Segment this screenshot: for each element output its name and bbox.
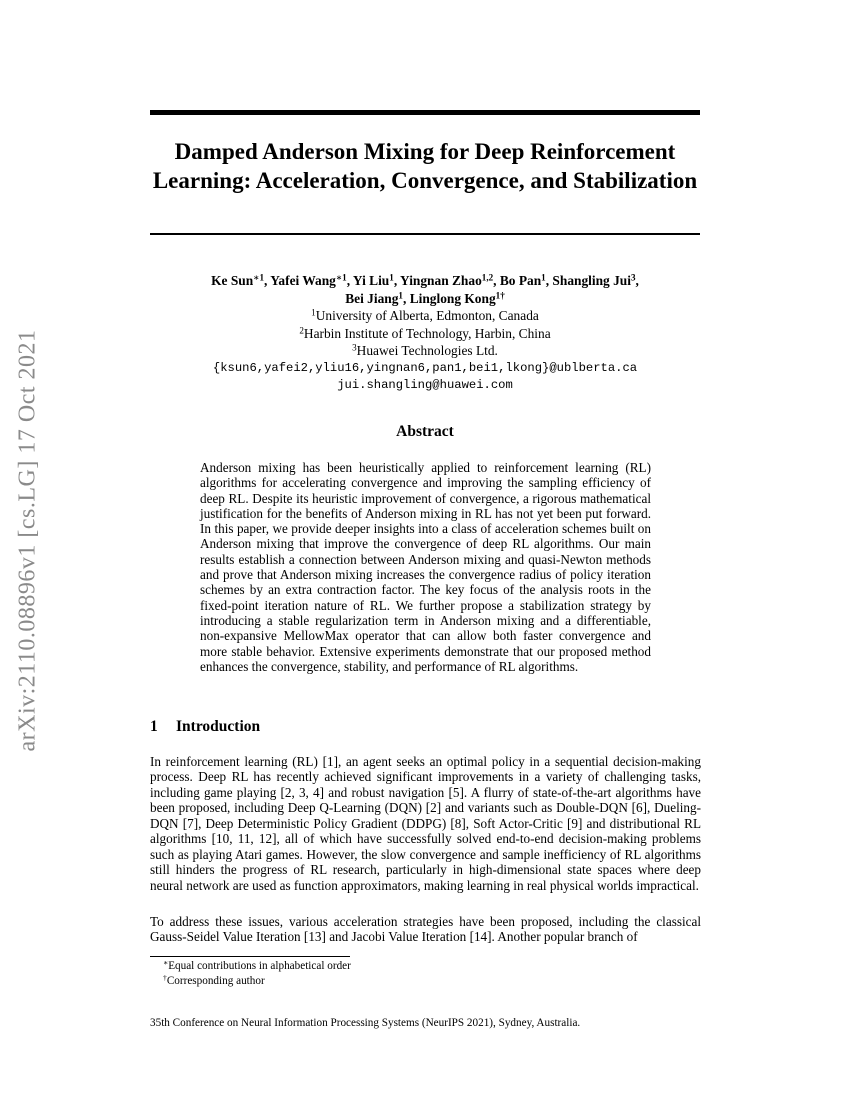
author: Yingnan Zhao$^{1,2}$ [400, 272, 494, 288]
footnote: ∗Equal contributions in alphabetical order [163, 958, 351, 972]
body-paragraph: To address these issues, various acceleration strategies have been proposed, including the classical Gauss-Seidel Value Iteration [13] and Jacobi Value Iteration [14]. Another popular branch of [150, 914, 701, 945]
author: Bei Jiang$^1$ [345, 289, 403, 306]
author-names: Ke Sun$^{∗1}$, Yafei Wang$^{∗1}$, Yi Liu$^1$, Yingnan Zhao$^{1,2}$, Bo Pan$^1$, Shangling Jui$^3$, Bei Jiang$^1$, Linglong Kong$^{1\dagger}$ [211, 272, 639, 306]
abstract-heading: Abstract [396, 423, 454, 440]
title-rule-bottom [150, 233, 700, 235]
abstract-text: Anderson mixing has been heuristically applied to reinforcement learning (RL) algorithms for accelerating convergence and improving the sampling efficiency of deep RL. Despite its heuristic improvement of convergence, a rigorous mathematical justification for the benefits of Anderson mixing in RL has not yet been put forward. In this paper, we provide deeper insights into a class of acceleration schemes built on Anderson mixing that improve the convergence of deep RL algorithms. Our main results establish a connection between Anderson mixing and quasi-Newton methods and prove that Anderson mixing increases the convergence radius of policy iteration schemes by an extra contraction factor. The key focus of the analysis roots in the fixed-point iteration nature of RL. We further propose a stabilization strategy by introducing a stable regularization term in Anderson mixing and a differentiable, non-expansive MellowMax operator that can allow both faster convergence and more stable behavior. Extensive experiments demonstrate that our proposed method enhances the convergence, stability, and performance of RL algorithms. [200, 460, 651, 674]
affiliation: $^3$Huawei Technologies Ltd. [352, 342, 498, 358]
author: Ke Sun$^{∗1}$ [211, 272, 265, 288]
paper-title: Damped Anderson Mixing for Deep Reinforcement Learning: Acceleration, Convergence, and Stabilization [152, 139, 698, 193]
title-rule-top [150, 110, 700, 115]
arxiv-identifier-stamp [12, 295, 44, 785]
footnote-rule [150, 956, 350, 957]
affiliation: $^1$University of Alberta, Edmonton, Canada [311, 307, 539, 323]
author: Yi Liu$^1$ [352, 272, 394, 288]
affiliation: $^2$Harbin Institute of Technology, Harbin, China [299, 324, 551, 341]
footnote: †Corresponding author [163, 973, 265, 987]
author: Shangling Jui$^3$ [552, 272, 636, 288]
author: Yafei Wang$^{∗1}$ [270, 272, 347, 288]
email-line: jui.shangling@huawei.com [337, 378, 513, 392]
section-number: 1 [150, 718, 158, 735]
conference-note: 35th Conference on Neural Information Processing Systems (NeurIPS 2021), Sydney, Australia. [150, 1017, 581, 1029]
author-block [150, 272, 700, 395]
email-line: {ksun6,yafei2,yliu16,yingnan6,pan1,bei1,lkong}@ublberta.ca [212, 360, 638, 375]
body-paragraph: In reinforcement learning (RL) [1], an agent seeks an optimal policy in a sequential decision-making process. Deep RL has recently achieved significant improvements in a variety of challenging tasks, including game playing [2, 3, 4] and robust navigation [5]. A flurry of state-of-the-art algorithms have been proposed, including Deep Q-Learning (DQN) [2] and variants such as Double-DQN [6], Dueling-DQN [7], Deep Deterministic Policy Gradient (DDPG) [8], Soft Actor-Critic [9] and distributional RL algorithms [10, 11, 12], all of which have successfully solved end-to-end decision-making problems such as playing Atari games. However, the slow convergence and sample inefficiency of RL algorithms still hinders the progress of RL research, particularly in high-dimensional state spaces where deep neural network are used as function approximators, making learning in real physical worlds impractical. [150, 754, 701, 893]
author: Bo Pan$^1$ [499, 272, 546, 288]
section-title: Introduction [176, 718, 261, 735]
section-heading [150, 718, 700, 736]
arxiv-identifier-text: arXiv:2110.08896v1 [cs.LG] 17 Oct 2021 [14, 328, 41, 752]
footnotes [163, 959, 351, 989]
author: Linglong Kong$^{1\dagger}$ [409, 289, 505, 306]
